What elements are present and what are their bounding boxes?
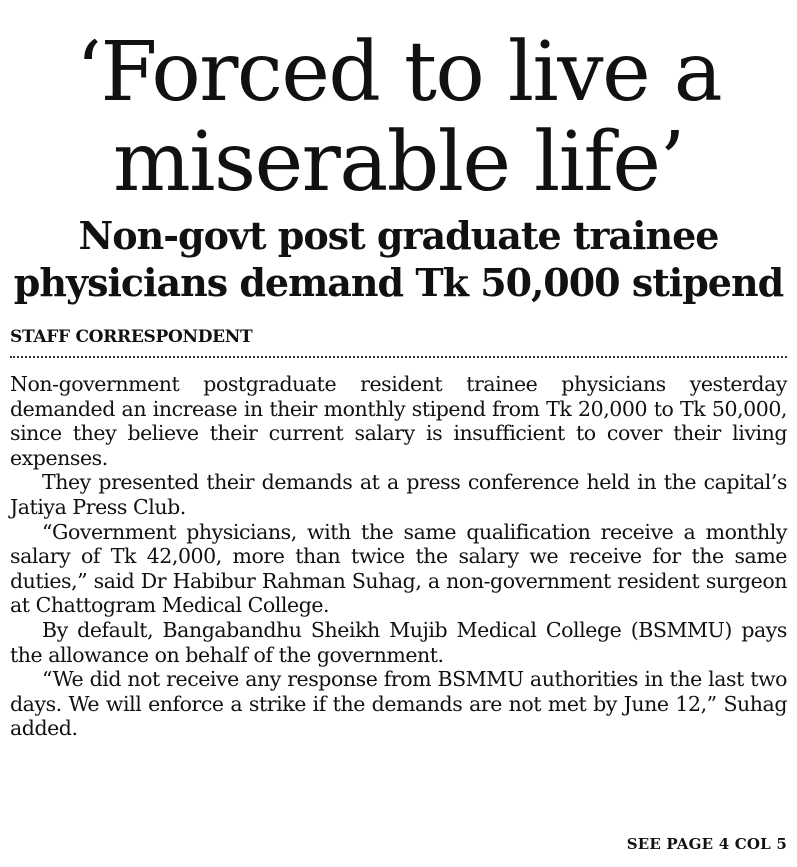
byline: STAFF CORRESPONDENT	[10, 327, 253, 347]
article-body	[10, 372, 787, 741]
dotted-divider	[10, 356, 787, 358]
subheadline: Non-govt post graduate trainee physicians demand Tk 50,000 stipend	[13, 213, 784, 305]
paragraph: They presented their demands at a press conference held in the capital’s Jatiya Press Club.	[10, 470, 787, 519]
paragraph: By default, Bangabandhu Sheikh Mujib Medical College (BSMMU) pays the allowance on behalf of the government.	[10, 617, 787, 667]
paragraph: Non-government postgraduate resident trainee physicians yesterday demanded an increase in their monthly stipend from Tk 20,000 to Tk 50,000, since they believe their current salary is insufficient to cover their living expenses.	[10, 372, 787, 470]
news-article	[10, 0, 787, 867]
paragraph: “We did not receive any response from BSMMU authorities in the last two days. We will enforce a strike if the demands are not met by June 12,” Suhag added.	[10, 667, 787, 741]
headline: ‘Forced to live a miserable life’	[75, 25, 722, 210]
jump-line: SEE PAGE 4 COL 5	[626, 835, 787, 853]
paragraph: “Government physicians, with the same qualification receive a monthly salary of Tk 42,000, more than twice the salary we receive for the same duties,” said Dr Habibur Rahman Suhag, a non-government resident surgeon at Chattogram Medical College.	[10, 519, 787, 618]
